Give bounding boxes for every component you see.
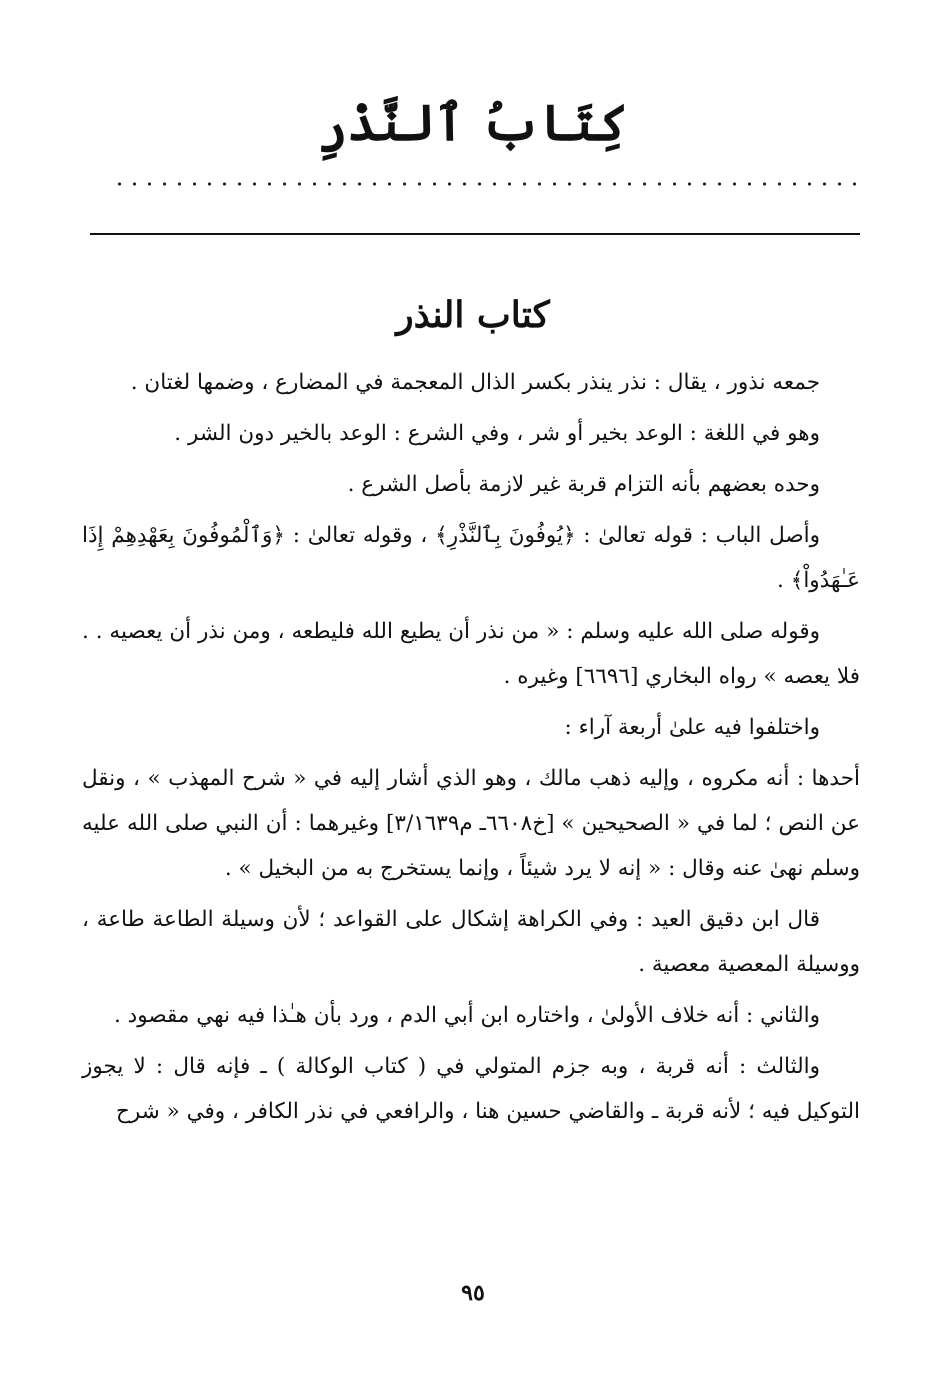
chapter-title: كتاب النذر bbox=[396, 294, 550, 336]
paragraph: واختلفوا فيه علىٰ أربعة آراء : bbox=[564, 715, 820, 740]
dotted-separator bbox=[112, 178, 858, 190]
book-title: كِتَابُ ٱلنَّذْرِ bbox=[317, 93, 629, 152]
body-text bbox=[82, 360, 860, 1140]
paragraph: والثالث : أنه قربة ، وبه جزم المتولي في ( كتاب الوكالة ) ـ فإنه قال : لا يجوز التوكيل فيه ؛ لأنه قربة ـ والقاضي حسين هنا ، والرافعي في نذر الكافر ، وفي « شرح bbox=[82, 1054, 860, 1124]
paragraph: قال ابن دقيق العيد : وفي الكراهة إشكال على القواعد ؛ لأن وسيلة الطاعة طاعة ، ووسيلة المعصية معصية . bbox=[82, 907, 860, 977]
paragraph: أحدها : أنه مكروه ، وإليه ذهب مالك ، وهو الذي أشار إليه في « شرح المهذب » ، ونقل عن النص ؛ لما في « الصحيحين » [خ٦٦٠٨ـ م٣/١٦٣٩] وغيرهما : أن النبي صلى الله عليه وسلم نهىٰ عنه وقال : « إنه لا يرد شيئاً ، وإنما يستخرج به من البخيل » . bbox=[82, 766, 860, 881]
paragraph: وقوله صلى الله عليه وسلم : « من نذر أن يطيع الله فليطعه ، ومن نذر أن يعصيه . . فلا يعصه » رواه البخاري [٦٦٩٦] وغيره . bbox=[82, 619, 860, 689]
paragraph: وهو في اللغة : الوعد بخير أو شر ، وفي الشرع : الوعد بالخير دون الشر . bbox=[174, 421, 820, 446]
paragraph: والثاني : أنه خلاف الأولىٰ ، واختاره ابن أبي الدم ، ورد بأن هـٰذا فيه نهي مقصود . bbox=[113, 1003, 820, 1028]
paragraph: وحده بعضهم بأنه التزام قربة غير لازمة بأصل الشرع . bbox=[347, 472, 820, 497]
horizontal-rule bbox=[90, 233, 860, 235]
paragraph: وأصل الباب : قوله تعالىٰ : ﴿يُوفُونَ بِٱلنَّذْرِ﴾ ، وقوله تعالىٰ : ﴿وَٱلْمُوفُونَ بِعَهْدِهِمْ إِذَا عَـٰهَدُواْ﴾ . bbox=[82, 523, 860, 593]
paragraph: جمعه نذور ، يقال : نذر ينذر بكسر الذال المعجمة في المضارع ، وضمها لغتان . bbox=[130, 370, 820, 395]
page-number: ٩٥ bbox=[461, 1280, 485, 1306]
